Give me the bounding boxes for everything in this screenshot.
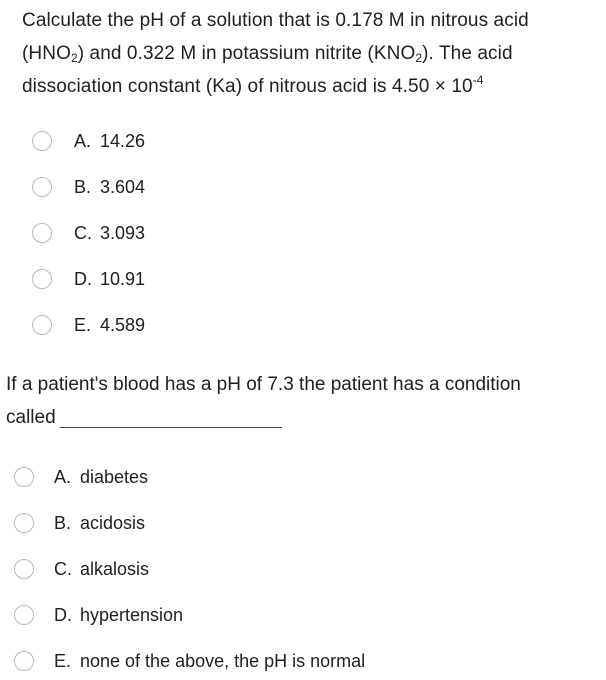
option-letter: A. [74,130,92,151]
option-value: acidosis [80,512,146,533]
option-letter: C. [54,558,72,579]
q1-line2-part-c: ). The acid [422,43,513,64]
option-value: 4.589 [100,314,146,335]
radio-button[interactable] [14,559,34,579]
q2-line2-text: called [6,407,56,428]
option-value: hypertension [80,604,184,625]
option-value: 3.093 [100,222,146,243]
q1-line2-part-b: ) and 0.322 M in potassium nitrite (KNO [77,43,416,64]
question-1-text [22,4,602,103]
option-letter: B. [54,512,72,533]
q1-subscript-2: 2 [415,51,423,65]
question-2-text [6,368,604,434]
q1-line3-part-a: dissociation constant (Ka) of nitrous acid is 4.50 × 10 [22,76,473,97]
option-value: 10.91 [100,268,146,289]
q1-option-e[interactable] [32,312,145,338]
option-value: none of the above, the pH is normal [80,650,366,671]
q1-option-a[interactable] [32,128,145,154]
option-value: alkalosis [80,558,150,579]
q1-superscript: -4 [472,73,484,87]
option-letter: E. [74,314,92,335]
radio-button[interactable] [32,131,52,151]
question-1-line-3 [22,70,602,103]
question-1-line-1: Calculate the pH of a solution that is 0.178 M in nitrous acid [22,10,529,31]
radio-button[interactable] [14,513,34,533]
q1-option-b[interactable] [32,174,145,200]
radio-button[interactable] [32,315,52,335]
q2-option-d[interactable] [14,602,183,628]
option-value: diabetes [80,466,149,487]
option-letter: D. [54,604,72,625]
option-letter: B. [74,176,92,197]
option-letter: C. [74,222,92,243]
question-2-line-1: If a patient's blood has a pH of 7.3 the patient has a condition [6,374,521,395]
q1-line2-part-a: (HNO [22,43,71,64]
q2-option-b[interactable] [14,510,145,536]
answer-blank [60,407,282,428]
q1-option-c[interactable] [32,220,145,246]
radio-button[interactable] [14,605,34,625]
q2-option-e[interactable] [14,648,365,674]
radio-button[interactable] [14,651,34,671]
q1-option-d[interactable] [32,266,145,292]
radio-button[interactable] [32,269,52,289]
option-letter: A. [54,466,72,487]
option-letter: E. [54,650,72,671]
question-1-line-2 [22,37,602,70]
option-value: 14.26 [100,130,146,151]
radio-button[interactable] [32,177,52,197]
option-letter: D. [74,268,92,289]
q1-subscript-1: 2 [70,51,78,65]
question-2-line-2 [6,401,604,434]
q2-option-c[interactable] [14,556,149,582]
q2-option-a[interactable] [14,464,148,490]
radio-button[interactable] [14,467,34,487]
option-value: 3.604 [100,176,146,197]
radio-button[interactable] [32,223,52,243]
